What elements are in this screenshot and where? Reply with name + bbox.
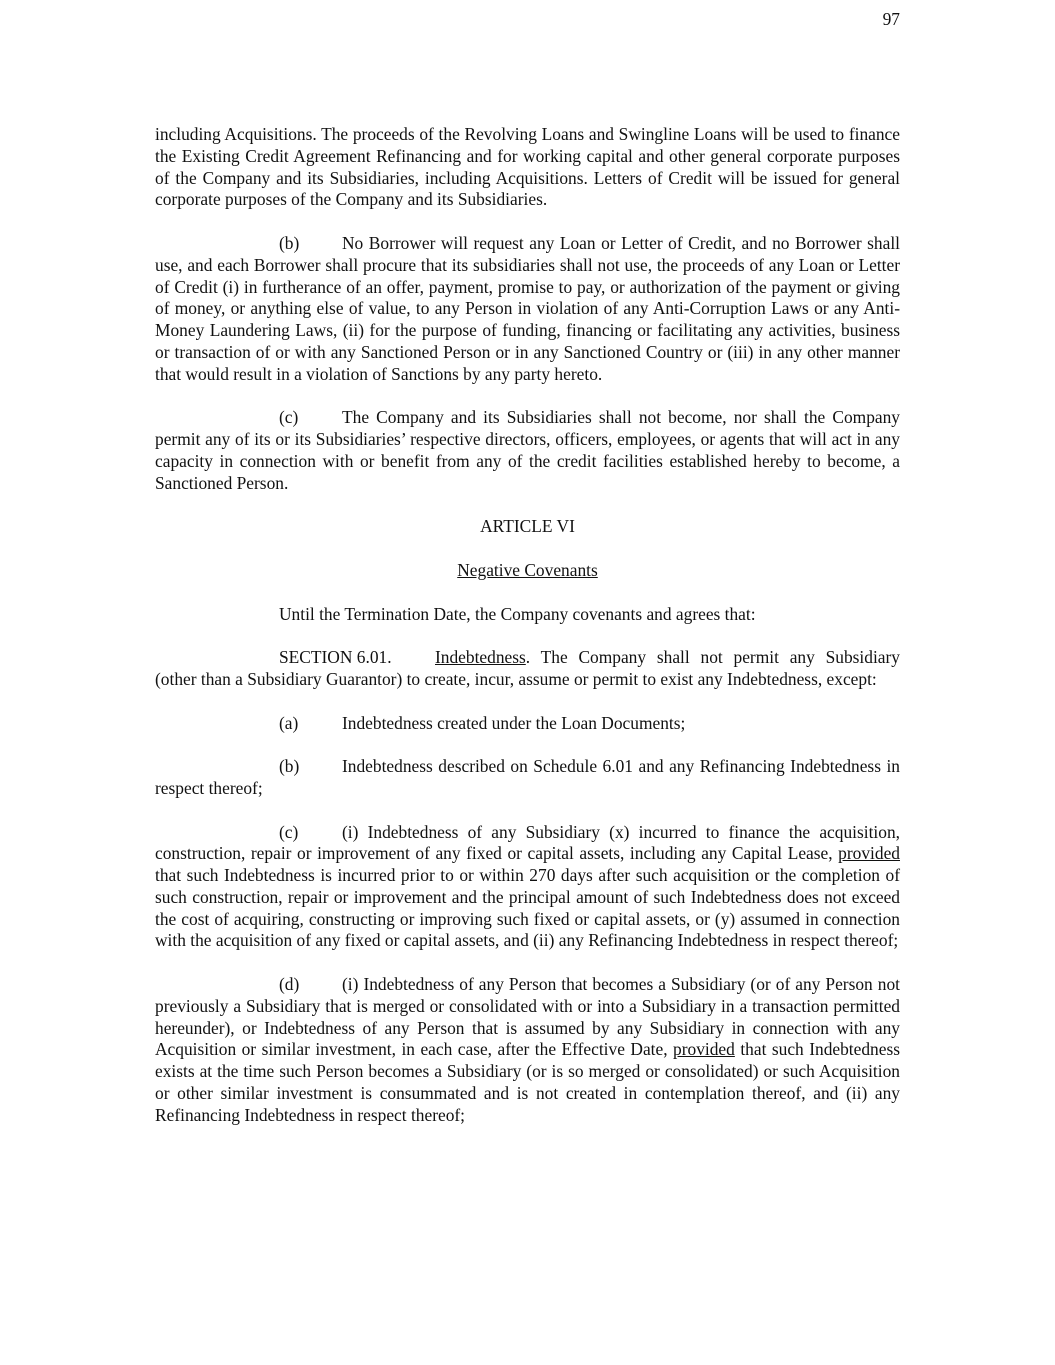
item-d-provided: provided	[673, 1039, 735, 1060]
clause-c-label: (c)	[279, 407, 299, 428]
section-6-01-paragraph	[155, 647, 900, 691]
article-lead: Until the Termination Date, the Company covenants and agrees that:	[279, 603, 756, 624]
item-d-text-2: that such Indebtedness exists at the time such Person becomes a Subsidiary (or is so merged or consolidated) or such Acquisition or other similar investment is consummated and is not created in contemplation thereof, and (ii) any Refinancing Indebtedness in respect thereof;	[155, 1039, 900, 1125]
item-d-text-1: (i) Indebtedness of any Person that becomes a Subsidiary (or of any Person not previously a Subsidiary that is merged or consolidated with or into a Subsidiary in a transaction permitted hereunder), or Indebtedness of any Person that is assumed by any Subsidiary in connection with any Acquisition or similar investment, in each case, after the Effective Date,	[155, 974, 900, 1060]
item-a-label: (a)	[279, 712, 299, 733]
clause-c-paragraph	[155, 407, 900, 494]
page-number: 97	[882, 9, 900, 29]
clause-b-label: (b)	[279, 232, 300, 253]
article-subtitle-text: Negative Covenants	[457, 559, 598, 580]
clause-b-paragraph	[155, 233, 900, 386]
section-number: SECTION 6.01.	[279, 647, 392, 668]
document-body	[155, 124, 900, 1148]
item-b-paragraph	[155, 756, 900, 800]
item-c-text-2: that such Indebtedness is incurred prior to or within 270 days after such acquisition or the completion of such construction, repair or improvement and the principal amount of such Indebtedness does not exceed the cost of acquiring, constructing or improving such fixed or capital assets, or (y) assumed in connection with the acquisition of any fixed or capital assets, and (ii) any Refinancing Indebtedness in respect thereof;	[155, 865, 900, 951]
intro-paragraph: including Acquisitions. The proceeds of the Revolving Loans and Swingline Loans will be used to finance the Existing Credit Agreement Refinancing and for working capital and other general corporate purposes of the Company and its Subsidiaries, including Acquisitions. Letters of Credit will be issued for general corporate purposes of the Company and its Subsidiaries.	[155, 124, 900, 210]
item-a-text: Indebtedness created under the Loan Documents;	[342, 712, 686, 733]
item-c-label: (c)	[279, 821, 299, 842]
clause-c-text: The Company and its Subsidiaries shall not become, nor shall the Company permit any of its or its Subsidiaries’ respective directors, officers, employees, or agents that will act in any capacity in connection with or benefit from any of the credit facilities established hereby to become, a Sanctioned Person.	[155, 407, 900, 493]
item-c-paragraph	[155, 822, 900, 953]
section-heading: Indebtedness	[435, 647, 526, 668]
item-b-label: (b)	[279, 756, 300, 777]
item-b-text: Indebtedness described on Schedule 6.01 and any Refinancing Indebtedness in respect thereof;	[155, 756, 900, 798]
item-c-text-1: (i) Indebtedness of any Subsidiary (x) incurred to finance the acquisition, construction, repair or improvement of any fixed or capital assets, including any Capital Lease,	[155, 821, 900, 864]
item-c-provided: provided	[838, 843, 900, 864]
clause-b-text: No Borrower will request any Loan or Letter of Credit, and no Borrower shall use, and each Borrower shall procure that its subsidiaries shall not use, the proceeds of any Loan or Letter of Credit (i) in furtherance of an offer, payment, promise to pay, or authorization of the payment or giving of money, or anything else of value, to any Person in violation of any Anti-Corruption Laws or any Anti-Money Laundering Laws, (ii) for the purpose of funding, financing or facilitating any activities, business or transaction of or with any Sanctioned Person or in any Sanctioned Country or (iii) in any other manner that would result in a violation of Sanctions by any party hereto.	[155, 232, 900, 384]
item-a-paragraph	[155, 713, 900, 735]
item-d-label: (d)	[279, 974, 300, 995]
article-subtitle	[155, 560, 900, 582]
item-d-paragraph	[155, 974, 900, 1127]
article-title: ARTICLE VI	[480, 516, 575, 537]
section-text: . The Company shall not permit any Subsidiary (other than a Subsidiary Guarantor) to create, incur, assume or permit to exist any Indebtedness, except:	[155, 647, 900, 689]
